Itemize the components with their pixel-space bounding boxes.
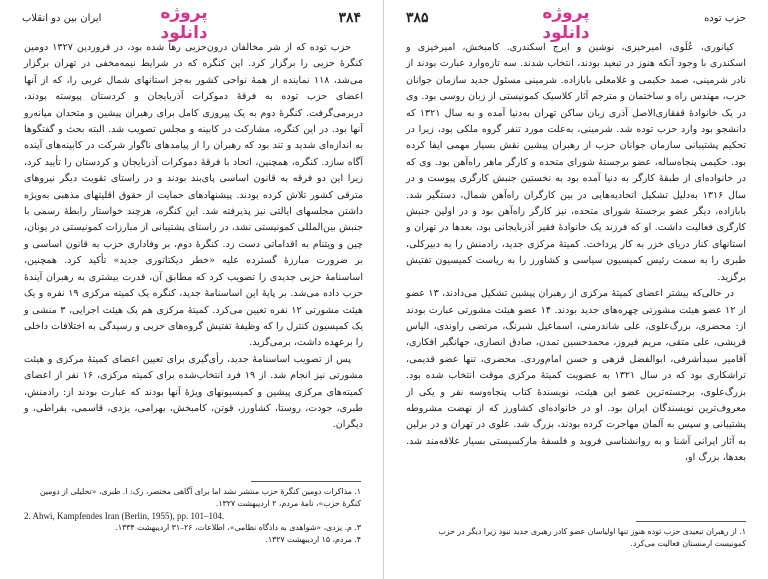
running-head: ایران بین دو انقلاب xyxy=(22,12,102,24)
footnotes xyxy=(24,486,361,546)
footnotes xyxy=(406,526,746,550)
watermark-line1: پروژه xyxy=(542,3,590,23)
body-text xyxy=(406,40,746,467)
body-text xyxy=(24,40,363,434)
footnote-separator xyxy=(251,481,361,482)
page-header xyxy=(22,8,361,28)
paragraph: کیانوری، عُلَوی، امیرخیزی، نوشین و ایرج اسکندری. کامبخش، امیرخیزی و اسکندری با وجود آنکه هنوز در تبعید بودند، انتخاب شدند. سه تازه‌وارد عبارت بودند از نادر شرمینی، صمد حکیمی و غلامعلی بابازاده. شرمینی مسئول جدید سازمان جوانان حزب، مهندس راه و ساختمان و مترجم آثار کلاسیک کمونیستی از زبان روسی بود. وی در یک خانوادهٔ قفقازی‌الاصل آذری زبان ساکن تهران به‌دنیا آمده و به سال ۱۳۲۱ که دانشجو بود وارد حزب توده شد. شرمینی، به‌علت مورد تنفر گروه ملکی بود، زیرا در تحکیم پشتیبانی سازمان جوانان حزب از رهبران پیشین نقش بسیار مهمی ایفا کرده بود. حکیمی پنجاه‌ساله، عضو برجستهٔ شورای متحده و کارگر ماهر راه‌آهن بود. وی که در خانواده‌ای از طبقهٔ کارگر به دنیا آمده بود به نخستین جنبش کارگری پیوست و در سال ۱۳۱۶ به‌دلیل تشکیل اتحادیه‌هایی در بین کارگران راه‌آهن شمال، دستگیر شد. بابازاده، دیگر عضو برجستهٔ شورای متحده، نیز کارگر راه‌آهن بود و در اولین جنبش کارگری فعالیت داشت. او که فرزند یک خانوادهٔ فقیر آذربایجانی بود، بعدها در تهران و استانهای کنار دریای خزر به کار پرداخت. کمیتهٔ مرکزی جدید، رادمنش را به دبیرکلی، طبری را به سمت رئیس کمیسیون سیاسی و کشاورز را به ریاست کمیسیون تفتیش برگزید. xyxy=(406,42,746,283)
right-page xyxy=(384,0,768,579)
paragraph: حزب توده که از شر مخالفان درون‌حزبی رها شده بود، در فروردین ۱۳۲۷ دومین کنگرهٔ حزبی را برگزار کرد. این کنگره که در شرایط نیمه‌مخفی در تهران برگزار می‌شد، ۱۱۸ نماینده از همهٔ نواحی کشور به‌جز استانهای شمال غربی را، که از آنها اعضای حزب توده به فرقهٔ دموکرات آذربایجان و کردستان پیوسته بودند، دربرمی‌گرفت. کنگرهٔ دوم به یک پیروزی کامل برای رهبران پیشین و متحدان میانه‌رو آنها بود. در این کنگره، مشارکت در کابینه و مجلس تصویب شد. البته بحث و گفتگوها به اندازه‌ای شدید و تند بود که رهبران را از پیامدهای ناگوار شرکت در کابینه‌های آینده آگاه سازد. کنگره، همچنین، اتحاد با فرقهٔ دموکرات آذربایجان و کردستان را تأیید کرد، زیرا این دو فرقه به قانون اساسی پای‌بند بودند و در راستای تقویت دیگر نیروهای مترقی کشور تلاش کرده بودند. پیشنهادهای حمایت از حقوق اقلیتهای مذهبی به‌ویژه داشتن مجلسهای ایالتی نیز پذیرفته شد. این کنگره، هرچند خواستار رابطهٔ رسمی با جنبش بین‌المللی کمونیستی نشد، در راستای پشتیبانی از مبارزات کمونیستی در یونان، چین و ویتنام به اقداماتی دست زد. کنگرهٔ دوم، بر وفاداری حزب به قانون اساسی و بر ضرورت مبارزهٔ گسترده علیه «خطر دیکتاتوری جدید» تأکید کرد. همچنین، اساسنامهٔ حزبی جدیدی را تصویب کرد که مطابق آن، قدرت بیشتری به رهبران آیندهٔ حزب داده می‌شد. بر پایهٔ این اساسنامهٔ جدید، کنگره یک کمیته مرکزی ۱۹ نفره و یک هیئت مشورتی ۱۲ نفره تعیین می‌کرد. کمیتهٔ مرکزی هم یک هیئت اجرایی، ۳ منشی و یک کمیسیون کنترل را که وظیفهٔ تفتیش گروه‌های حزبی و رسیدگی به اختلافات داخلی را برعهده داشت، برمی‌گزید. xyxy=(24,42,363,349)
page-header xyxy=(406,8,746,28)
footnote: ۴. مردم، ۱۵ اردیبهشت ۱۳۲۷. xyxy=(265,535,361,544)
footnote-separator xyxy=(636,521,746,522)
page-number: ۳۸۵ xyxy=(406,10,429,26)
paragraph: در حالی‌که بیشتر اعضای کمیتهٔ مرکزی از رهبران پیشین تشکیل می‌دادند، ۱۳ عضو از ۱۲ عضو هیئت مشورتی چهره‌های جدید بودند. ۱۴ عضو هیئت مشورتی عبارت بودند از: محضری، بزرگ‌علوی، علی شاندرمنی، اسماعیل شبرنگ، مرتضی راوندی، الیاس قریشی، علی متقی، مریم فیروز، محمدحسین تمدن، صادق انصاری، جهانگیر افکاری، آقامیر سیدأشرفی، ابوالفضل قزهی و حسن امام‌وردی. محضری، تنها عضو قدیمی، تراشکاری بود که در سال ۱۳۲۱ به عضویت کمیتهٔ مرکزی موقت انتخاب شده بود. بزرگ‌علوی، برجسته‌ترین عضو این هیئت، نویسندهٔ کتاب پنجاه‌وسه نفر و یکی از معروف‌ترین نویسندگان ایران بود. او در خانواده‌ای کشاورز که از نهضت مشروطه پشتیبانی و سپس به آلمان مهاجرت کرده بودند، بزرگ شد. علوی در تهران و در برلین به آثار ایرانی آشنا و به روانشناسی فروید و فلسفهٔ مارکسیستی بسیار علاقه‌مند شد. بعدها، بزرگ او، xyxy=(406,288,746,464)
footnote: ۱. از رهبران تبعیدی حزب توده هنوز تنها اولیاسان عضو کادر رهبری جدید نبود زیرا دیگر در حزب کمونیست ارمنستان فعالیت می‌کرد. xyxy=(438,527,746,548)
footnote: ۱. مذاکرات دومین کنگرهٔ حزب منتشر نشد اما برای آگاهی مختصر، رک: ا. طبری، «تحلیلی از دومین کنگرهٔ حزب»، نامهٔ مردم، ۲ اردیبهشت ۱۳۲۷. xyxy=(39,487,361,508)
paragraph: پس از تصویب اساسنامهٔ جدید، رأی‌گیری برای تعیین اعضای کمیتهٔ مرکزی و هیئت مشورتی نیز انجام شد. از ۱۹ فرد انتخاب‌شده برای کمیته مرکزی، ۱۶ نفر از اعضای کمیته‌های مرکزی پیشین و کمیسیونهای ویژهٔ آنها بودند که عبارت بودند از: رادمنش، طبری، جودت، روستا، کشاورز، قوتن، کامبخش، بهرامی، یزدی، قاسمی، بقراطی، و دیگران. xyxy=(24,353,364,431)
watermark-line1: پروژه xyxy=(160,3,208,23)
watermark-line2: دانلود xyxy=(542,23,590,43)
page-number: ۳۸۴ xyxy=(338,10,361,26)
watermark-line2: دانلود xyxy=(160,23,208,43)
footnote: 2. Ahwi, Kampfendes Iran (Berlin, 1955), pp. 101–104. xyxy=(24,511,225,521)
footnote: ۳. م. یزدی، «شواهدی به دادگاه نظامی»، اطلاعات، ۲۶–۳۱ اردیبهشت ۱۳۳۴. xyxy=(115,523,361,532)
running-head: حزب توده xyxy=(704,12,746,24)
